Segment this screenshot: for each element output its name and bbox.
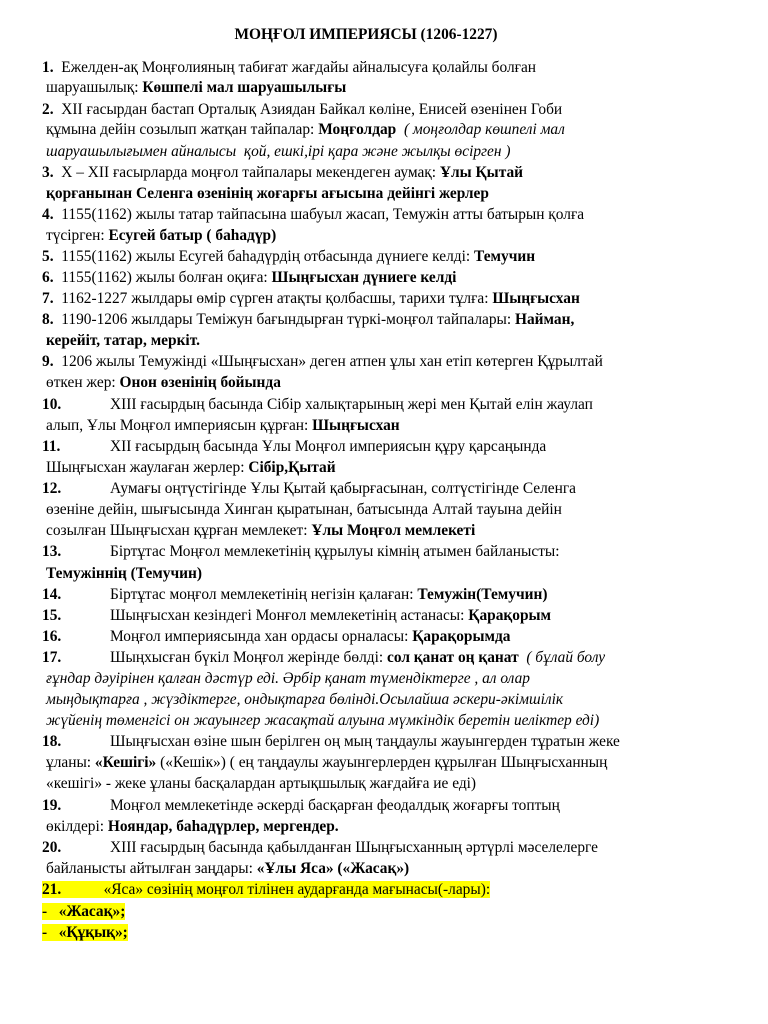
item-5 (42, 247, 535, 267)
item-number: 19. (42, 797, 62, 814)
item-answer: Темучин (474, 248, 536, 265)
item-9-line-2: өткен жер: Онон өзенінің бойында (46, 374, 281, 391)
item-answer: Қарақорым (468, 607, 552, 624)
item-17-line-2: ғұндар дәуірінен қалған дәстүр еді. Әрбір қанат түмендіктерге , ал олар (46, 670, 530, 687)
item-19-line-2: өкілдері: Нояндар, баһадүрлер, мергендер. (46, 818, 339, 835)
item-11-line-2: Шыңғысхан жаулаған жерлер: Сібір,Қытай (46, 459, 336, 476)
item-6 (42, 268, 456, 288)
item-10-line-1 (42, 395, 61, 415)
item-17-line-4: жүйенің төменгісі он жауынгер жасақтай алуына мүмкіндік беретін иеліктер еді) (46, 712, 600, 729)
item-answer: сол қанат оң қанат (387, 649, 519, 666)
item-21-answer-2: - «Құқық»; (42, 924, 128, 941)
item-13-line-1: Біртұтас Моңғол мемлекетінің құрылуы кімнің атымен байланысты: (110, 543, 560, 560)
item-question: 1155(1162) жылы болған оқиға: (61, 269, 268, 286)
item-answer: Көшпелі мал шаруашылығы (142, 79, 347, 96)
item-number: 18. (42, 733, 62, 750)
item-answer: Сібір,Қытай (248, 459, 336, 476)
item-answer: Шыңғысхан (312, 417, 400, 434)
item-1-line-1 (42, 58, 536, 78)
item-18-line-3: «кешігі» - жеке ұланы басқалардан артықшылық жағдайға ие еді) (46, 775, 477, 792)
item-16: Моңғол империясында хан ордасы орналасы: Қарақорымда (110, 628, 511, 645)
item-answer: Шыңғысхан (492, 290, 580, 307)
item-answer: Қарақорымда (412, 628, 511, 645)
item-19-line-1: Моңғол мемлекетінде әскерді басқарған феодалдық жоғарғы топтың (110, 797, 560, 814)
item-20-line-1: XIII ғасырдың басында қабылданған Шыңғысханның әртүрлі мәселелерге (110, 839, 598, 856)
item-7 (42, 289, 580, 309)
item-17-line-1: Шыңхысған бүкіл Моңғол жерінде бөлді: сол қанат оң қанат ( бұлай болу (110, 649, 606, 666)
item-number: 17. (42, 649, 62, 666)
item-answer: Есугей батыр ( баһадүр) (108, 227, 277, 244)
item-9-line-1: 9. 1206 жылы Темужінді «Шыңғысхан» деген атпен ұлы хан етіп көтерген Құрылтай (42, 353, 603, 370)
item-question: 1155(1162) жылы Есугей баһадүрдің отбасында дүниеге келді: (61, 248, 471, 265)
item-number: 9. (42, 353, 54, 370)
item-8-line-2: керейіт, татар, меркіт. (46, 332, 200, 349)
item-10-line-2: алып, Ұлы Моңғол империясын құрған: Шыңғысхан (46, 417, 400, 434)
item-answer: Онон өзенінің бойында (119, 374, 281, 391)
item-answer: «Ұлы Яса» («Жасақ») (256, 860, 410, 877)
item-answer: «Кешігі» (94, 754, 157, 771)
item-14: Біртұтас моңғол мемлекетінің негізін қалаған: Темужін(Темучин) (110, 586, 548, 603)
item-number: 6. (42, 269, 54, 286)
item-3-line-1: 3. X – XII ғасырларда моңғол тайпалары мекендеген аумақ: Ұлы Қытай (42, 164, 524, 181)
item-12-line-1: Аумағы оңтүстігінде Ұлы Қытай қабырғасынан, солтүстігінде Селенга (110, 480, 577, 497)
item-answer: Темужіннің (Темучин) (46, 565, 203, 582)
item-20-line-2: байланысты айтылған заңдары: «Ұлы Яса» («Жасақ») (46, 860, 410, 877)
item-question: 1190-1206 жылдары Теміжун бағындырған түркі-моңғол тайпалары: (61, 311, 512, 328)
item-1-line-2: шаруашылық: Көшпелі мал шаруашылығы (46, 79, 347, 96)
item-18-line-1: Шыңғысхан өзіне шын берілген оң мың таңдаулы жауынгерден тұратын жеке (110, 733, 620, 750)
item-2-line-2: құмына дейін созылып жатқан тайпалар: Моңғолдар ( моңғолдар көшпелі мал (46, 121, 565, 138)
item-number: 15. (42, 607, 62, 624)
item-21-line-1 (42, 880, 490, 900)
item-15: Шыңғысхан кезіндегі Монғол мемлекетінің астанасы: Қарақорым (110, 607, 552, 624)
document-page: МОҢҒОЛ ИМПЕРИЯСЫ (1206-1227) 1. Ежелден-ақ Моңғолияның табиғат жағдайы айналысуға қолайлы болған шаруашылық: Көшпелі мал шаруашылығы 2. XII ғасырдан бастап Орталық Азиядан Байкал көліне, Енисей өзенінен Гоби құмына дейін созылып жатқан тайпалар: Моңғолдар ( моңғолдар көшпелі мал шаруашылығымен айналысы қой, ешкі,ірі қара және жылқы өсірген ) 3. X – XII ғасырларда моңғол тайпалары мекендеген аумақ: Ұлы Қытай қорғанынан Селенга өзенінің жоғарғы ағысына дейінгі жерлер 4. 1155(1162) жылы татар тайпасына шабуыл жасап, Темужін атты батырын қолға түсірген: Есугей батыр ( баһадүр) 5. 1155(1162) жылы Есугей баһадүрдің отбасында дүниеге келді: Темучин 6. 1155(1162) жылы болған оқиға: Шыңғысхан дүниеге келді 7. 1162-1227 жылдары өмір сүрген атақты қолбасшы, тарихи тұлға: Шыңғысхан 8. 1190-1206 жылдары Теміжун бағындырған түркі-моңғол тайпалары: Найман, керейіт, татар, меркіт. 9. 1206 жылы Темужінді «Шыңғысхан» деген атпен ұлы хан етіп көтерген Құрылтай өткен жер: Онон өзенінің бойында 10. XIII ғасырдың басында Сібір халықтарының жері мен Қытай елін жаулап алып, Ұлы Моңғол империясын құрған: Шыңғысхан 11. XII ғасырдың басында Ұлы Моңғол империясын құру қарсаңында Шыңғысхан жаулаған жерлер: Сібір,Қытай 12. Аумағы оңтүстігінде Ұлы Қытай қабырғасынан, солтүстігінде Селенга өзеніне дейін, шығысында Хинган қыратынан, батысында Алтай тауына дейін созылған Шыңғысхан құрған мемлекет: Ұлы Моңғол мемлекеті 13. Біртұтас Моңғол мемлекетінің құрылуы кімнің атымен байланысты: Темужіннің (Темучин) 14. Біртұтас моңғол мемлекетінің негізін қалаған: Темужін(Темучин) 15. Шыңғысхан кезіндегі Монғол мемлекетінің астанасы: Қарақорым 16. Моңғол империясында хан ордасы орналасы: Қарақорымда 17. Шыңхысған бүкіл Моңғол жерінде бөлді: сол қанат оң қанат ( бұлай болу ғұндар дәуірінен қалған дәстүр еді. Әрбір қанат түмендіктерге , ал олар мыңдықтарға , жүздіктерге, ондықтарға бөлінді.Осылайша әскери-әкімшілік жүйенің төменгісі он жауынгер жасақтай алуына мүмкіндік беретін иеліктер еді) 18. Шыңғысхан өзіне шын берілген оң мың таңдаулы жауынгерден тұратын жеке ұланы: «Кешігі» («Кешік») ( ең таңдаулы жауынгерлерден құрылған Шыңғысханның «кешігі» - жеке ұланы басқалардан артықшылық жағдайға ие еді) 19. Моңғол мемлекетінде әскерді басқарған феодалдық жоғарғы топтың өкілдері: Нояндар, баһадүрлер, мергендер. 20. XIII ғасырдың басында қабылданған Шыңғысханның әртүрлі мәселелерге байланысты айтылған заңдары: «Ұлы Яса» («Жасақ») 21. «Яса» сөзінің моңғол тілінен аударғанда мағынасы(-лары): - «Жасақ»; - «Құқық»; (0, 0, 768, 1024)
item-number: 1. (42, 59, 54, 76)
item-11-line-1: XII ғасырдың басында Ұлы Моңғол империясын құру қарсаңында (110, 438, 547, 455)
item-question: «Яса» сөзінің моңғол тілінен аударғанда мағынасы(-лары): (103, 881, 491, 898)
item-number: 11. (42, 438, 61, 455)
item-number: 20. (42, 839, 62, 856)
item-number: 12. (42, 480, 62, 497)
item-answer: Шыңғысхан дүниеге келді (271, 269, 457, 286)
item-answer: Ұлы Моңғол мемлекеті (311, 522, 476, 539)
item-question: 1162-1227 жылдары өмір сүрген атақты қолбасшы, тарихи тұлға: (61, 290, 489, 307)
item-number: 3. (42, 164, 54, 181)
item-number: 14. (42, 586, 62, 603)
item-number: 21. (42, 881, 62, 898)
item-2-line-3: шаруашылығымен айналысы қой, ешкі,ірі қара және жылқы өсірген ) (46, 143, 511, 160)
item-3-line-2: қорғанынан Селенга өзенінің жоғарғы ағысына дейінгі жерлер (46, 185, 489, 202)
item-answer: Моңғолдар (318, 121, 397, 138)
item-4-line-2: түсірген: Есугей батыр ( баһадүр) (46, 227, 277, 244)
item-17-line-3: мыңдықтарға , жүздіктерге, ондықтарға бөлінді.Осылайша әскери-әкімшілік (46, 691, 564, 708)
item-question: Ежелден-ақ Моңғолияның табиғат жағдайы айналысуға қолайлы болған (57, 59, 537, 76)
item-number: 5. (42, 248, 54, 265)
item-number: 7. (42, 290, 54, 307)
item-number: 4. (42, 206, 54, 223)
item-12-line-3: созылған Шыңғысхан құрған мемлекет: Ұлы Моңғол мемлекеті (46, 522, 476, 539)
item-4-line-1: 4. 1155(1162) жылы татар тайпасына шабуыл жасап, Темужін атты батырын қолға (42, 206, 585, 223)
item-18-line-2: ұланы: «Кешігі» («Кешік») ( ең таңдаулы жауынгерлерден құрылған Шыңғысханның (46, 754, 608, 771)
document-title: МОҢҒОЛ ИМПЕРИЯСЫ (1206-1227) (234, 26, 498, 43)
item-number: 16. (42, 628, 62, 645)
item-21-answer-1: - «Жасақ»; (42, 903, 126, 920)
item-answer: Темужін(Темучин) (417, 586, 548, 603)
item-12-line-2: өзеніне дейін, шығысында Хинган қыратынан, батысында Алтай тауына дейін (46, 501, 562, 518)
item-2-line-1: 2. XII ғасырдан бастап Орталық Азиядан Байкал көліне, Енисей өзенінен Гоби (42, 101, 563, 118)
item-number: 10. (42, 396, 62, 413)
item-number: 2. (42, 101, 54, 118)
item-number: 13. (42, 543, 62, 560)
item-8-line-1: 8. 1190-1206 жылдары Теміжун бағындырған түркі-моңғол тайпалары: Найман, (42, 311, 575, 328)
item-answer: Нояндар, баһадүрлер, мергендер. (107, 818, 339, 835)
item-number: 8. (42, 311, 54, 328)
